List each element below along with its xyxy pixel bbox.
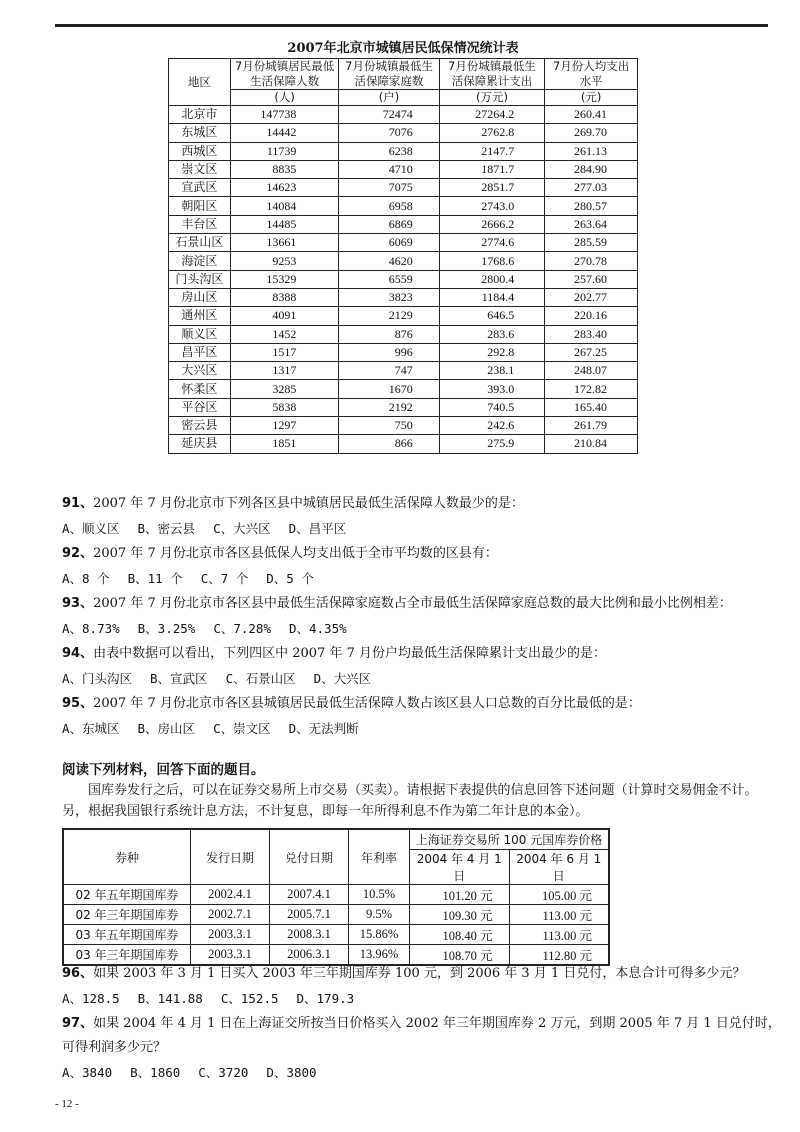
value-cell: 284.90 (545, 160, 638, 178)
question-number: 96、 (62, 966, 94, 981)
answer-option: B、11 个 (127, 571, 183, 586)
table-row (169, 307, 638, 325)
answer-option: C、3720 (198, 1065, 249, 1080)
question-text: 由表中数据可以看出，下列四区中 2007 年 7 月份户均最低生活保障累计支出最少的是： (93, 646, 606, 661)
reading-section (62, 760, 782, 822)
unit-households: (户) (339, 90, 439, 106)
region-cell: 宣武区 (169, 179, 231, 197)
table-title: 2007年北京市城镇居民低保情况统计表 (287, 41, 519, 56)
value-cell: 292.8 (439, 343, 545, 361)
option-row (62, 616, 782, 642)
question-number: 92、 (62, 546, 94, 561)
answer-option: D、无法判断 (288, 721, 359, 736)
col-header-date2: 2004 年 6 月 1 日 (509, 850, 609, 885)
table-row (169, 435, 638, 453)
question-text: 2007 年 7 月份北京市各区县城镇居民最低生活保障人数占该区县人口总数的百分比最低的是： (93, 696, 641, 711)
value-cell: 105.00 元 (509, 885, 609, 905)
col-header-rate: 年利率 (349, 829, 410, 885)
treasury-bond-table (62, 828, 610, 966)
value-cell: 5838 (230, 398, 339, 416)
value-cell: 108.70 元 (410, 945, 510, 966)
question-stem (62, 692, 782, 716)
value-cell: 747 (339, 362, 439, 380)
value-cell: 2003.3.1 (191, 945, 270, 966)
table-row (169, 343, 638, 361)
question-text: 如果 2004 年 4 月 1 日在上海证交所按当日价格买入 2002 年三年期国库券 2 万元，到期 2005 年 7 月 1 日兑付时，可得利润多少元？ (62, 1016, 781, 1055)
option-row (62, 516, 782, 542)
answer-option: A、顺义区 (62, 521, 120, 536)
value-cell: 14623 (230, 179, 339, 197)
answer-option: C、石景山区 (225, 671, 296, 686)
col-header-date1: 2004 年 4 月 1 日 (410, 850, 510, 885)
bond-name-cell: 02 年三年期国库券 (63, 905, 191, 925)
questions-group-b (62, 962, 782, 1086)
value-cell: 202.77 (545, 288, 638, 306)
value-cell: 275.9 (439, 435, 545, 453)
table-row (169, 362, 638, 380)
value-cell: 15.86% (349, 925, 410, 945)
top-rule (55, 24, 768, 27)
value-cell: 261.79 (545, 417, 638, 435)
value-cell: 6238 (339, 142, 439, 160)
answer-option: A、8 个 (62, 571, 110, 586)
value-cell: 267.25 (545, 343, 638, 361)
answer-option: C、7 个 (200, 571, 249, 586)
answer-option: B、房山区 (137, 721, 196, 736)
table-row (169, 106, 638, 124)
value-cell: 261.13 (545, 142, 638, 160)
table-row (63, 925, 609, 945)
region-cell: 密云县 (169, 417, 231, 435)
table-row (169, 160, 638, 178)
region-cell: 丰台区 (169, 215, 231, 233)
col-header-region: 地区 (169, 59, 231, 106)
value-cell: 1517 (230, 343, 339, 361)
unit-expenditure: (万元) (439, 90, 545, 106)
answer-option: B、密云县 (137, 521, 196, 536)
unit-people: (人) (230, 90, 339, 106)
value-cell: 242.6 (439, 417, 545, 435)
answer-option: C、大兴区 (213, 521, 271, 536)
question-number: 93、 (62, 596, 94, 611)
value-cell: 2192 (339, 398, 439, 416)
value-cell: 172.82 (545, 380, 638, 398)
option-row (62, 986, 782, 1012)
value-cell: 147738 (230, 106, 339, 124)
value-cell: 4091 (230, 307, 339, 325)
value-cell: 248.07 (545, 362, 638, 380)
table-row (63, 885, 609, 905)
value-cell: 260.41 (545, 106, 638, 124)
region-cell: 顺义区 (169, 325, 231, 343)
col-header-households: 7月份城镇最低生活保障家庭数 (339, 59, 439, 90)
value-cell: 1871.7 (439, 160, 545, 178)
value-cell: 646.5 (439, 307, 545, 325)
value-cell: 1851 (230, 435, 339, 453)
value-cell: 2007.4.1 (270, 885, 349, 905)
question-text: 2007 年 7 月份北京市各区县中最低生活保障家庭数占全市最低生活保障家庭总数的最大比例和最小比例相差： (93, 596, 732, 611)
value-cell: 27264.2 (439, 106, 545, 124)
value-cell: 283.6 (439, 325, 545, 343)
intro-paragraph: 国库券发行之后，可以在证券交易所上市交易（买卖）。请根据下表提供的信息回答下述问题（计算时交易佣金不计。另，根据我国银行系统计息方法，不计复息，即每一年所得利息不作为第二年计息的本金）。 (62, 783, 758, 819)
value-cell: 238.1 (439, 362, 545, 380)
value-cell: 876 (339, 325, 439, 343)
value-cell: 2003.3.1 (191, 925, 270, 945)
region-cell: 昌平区 (169, 343, 231, 361)
value-cell: 3285 (230, 380, 339, 398)
questions-group-a (62, 492, 782, 742)
answer-option: D、3800 (266, 1065, 317, 1080)
table-row (169, 380, 638, 398)
value-cell: 8835 (230, 160, 339, 178)
value-cell: 740.5 (439, 398, 545, 416)
value-cell: 2800.4 (439, 270, 545, 288)
table-row (169, 270, 638, 288)
answer-option: D、昌平区 (288, 521, 347, 536)
value-cell: 14442 (230, 124, 339, 142)
value-cell: 269.70 (545, 124, 638, 142)
value-cell: 4710 (339, 160, 439, 178)
table-row (169, 197, 638, 215)
value-cell: 6958 (339, 197, 439, 215)
value-cell: 2774.6 (439, 234, 545, 252)
value-cell: 15329 (230, 270, 339, 288)
value-cell: 220.16 (545, 307, 638, 325)
value-cell: 280.57 (545, 197, 638, 215)
value-cell: 109.30 元 (410, 905, 510, 925)
option-row (62, 1060, 782, 1086)
answer-option: C、152.5 (220, 991, 279, 1006)
value-cell: 2002.4.1 (191, 885, 270, 905)
question-text: 如果 2003 年 3 月 1 日买入 2003 年三年期国库券 100 元，到 2006 年 3 月 1 日兑付，本息合计可得多少元？ (93, 966, 746, 981)
value-cell: 285.59 (545, 234, 638, 252)
col-header-price-group: 上海证券交易所 100 元国库券价格 (410, 829, 610, 850)
value-cell: 2005.7.1 (270, 905, 349, 925)
option-row (62, 566, 782, 592)
value-cell: 996 (339, 343, 439, 361)
bond-name-cell: 03 年五年期国库券 (63, 925, 191, 945)
section-heading: 阅读下列材料，回答下面的题目。 (62, 762, 265, 778)
value-cell: 2851.7 (439, 179, 545, 197)
region-cell: 西城区 (169, 142, 231, 160)
table-row (169, 417, 638, 435)
page-number: - 12 - (55, 1098, 79, 1110)
col-header-people: 7月份城镇居民最低生活保障人数 (230, 59, 339, 90)
region-cell: 东城区 (169, 124, 231, 142)
question-stem (62, 492, 782, 516)
value-cell: 2008.3.1 (270, 925, 349, 945)
value-cell: 2002.7.1 (191, 905, 270, 925)
option-row (62, 716, 782, 742)
unit-per-capita: (元) (545, 90, 638, 106)
value-cell: 113.00 元 (509, 925, 609, 945)
answer-option: B、宣武区 (150, 671, 208, 686)
answer-option: D、5 个 (266, 571, 314, 586)
value-cell: 72474 (339, 106, 439, 124)
col-header-expenditure: 7月份城镇最低生活保障累计支出 (439, 59, 545, 90)
bond-name-cell: 03 年三年期国库券 (63, 945, 191, 966)
value-cell: 10.5% (349, 885, 410, 905)
region-cell: 怀柔区 (169, 380, 231, 398)
value-cell: 270.78 (545, 252, 638, 270)
table-row (169, 325, 638, 343)
value-cell: 8388 (230, 288, 339, 306)
region-cell: 延庆县 (169, 435, 231, 453)
value-cell: 2006.3.1 (270, 945, 349, 966)
value-cell: 3823 (339, 288, 439, 306)
region-cell: 平谷区 (169, 398, 231, 416)
answer-option: D、179.3 (296, 991, 355, 1006)
answer-option: A、东城区 (62, 721, 120, 736)
region-cell: 房山区 (169, 288, 231, 306)
value-cell: 2129 (339, 307, 439, 325)
answer-option: D、4.35% (288, 621, 347, 636)
answer-option: A、门头沟区 (62, 671, 133, 686)
value-cell: 14485 (230, 215, 339, 233)
region-cell: 崇文区 (169, 160, 231, 178)
value-cell: 2666.2 (439, 215, 545, 233)
value-cell: 2743.0 (439, 197, 545, 215)
answer-option: A、8.73% (62, 621, 120, 636)
value-cell: 257.60 (545, 270, 638, 288)
value-cell: 11739 (230, 142, 339, 160)
answer-option: C、7.28% (213, 621, 271, 636)
value-cell: 393.0 (439, 380, 545, 398)
bond-name-cell: 02 年五年期国库券 (63, 885, 191, 905)
value-cell: 6869 (339, 215, 439, 233)
value-cell: 1452 (230, 325, 339, 343)
table-row (169, 252, 638, 270)
value-cell: 9.5% (349, 905, 410, 925)
value-cell: 4620 (339, 252, 439, 270)
question-number: 94、 (62, 646, 94, 661)
region-cell: 石景山区 (169, 234, 231, 252)
value-cell: 13.96% (349, 945, 410, 966)
option-row (62, 666, 782, 692)
answer-option: D、大兴区 (313, 671, 372, 686)
table-row (169, 215, 638, 233)
value-cell: 9253 (230, 252, 339, 270)
question-text: 2007 年 7 月份北京市各区县低保人均支出低于全市平均数的区县有： (93, 546, 498, 561)
question-stem (62, 1012, 782, 1060)
value-cell: 113.00 元 (509, 905, 609, 925)
table-row (169, 179, 638, 197)
table-row (63, 905, 609, 925)
question-text: 2007 年 7 月份北京市下列各区县中城镇居民最低生活保障人数最少的是： (93, 496, 524, 511)
value-cell: 277.03 (545, 179, 638, 197)
answer-option: B、3.25% (137, 621, 196, 636)
answer-option: A、3840 (62, 1065, 113, 1080)
question-number: 91、 (62, 496, 94, 511)
value-cell: 1768.6 (439, 252, 545, 270)
question-number: 95、 (62, 696, 94, 711)
region-cell: 通州区 (169, 307, 231, 325)
value-cell: 1670 (339, 380, 439, 398)
col-header-type: 券种 (63, 829, 191, 885)
value-cell: 165.40 (545, 398, 638, 416)
question-stem (62, 592, 782, 616)
answer-option: B、141.88 (137, 991, 203, 1006)
table-row (169, 398, 638, 416)
col-header-per-capita: 7月份人均支出水平 (545, 59, 638, 90)
value-cell: 6559 (339, 270, 439, 288)
table-row (169, 124, 638, 142)
value-cell: 13661 (230, 234, 339, 252)
value-cell: 263.64 (545, 215, 638, 233)
value-cell: 866 (339, 435, 439, 453)
col-header-issue: 发行日期 (191, 829, 270, 885)
value-cell: 101.20 元 (410, 885, 510, 905)
answer-option: B、1860 (130, 1065, 181, 1080)
region-cell: 北京市 (169, 106, 231, 124)
value-cell: 7076 (339, 124, 439, 142)
value-cell: 210.84 (545, 435, 638, 453)
value-cell: 7075 (339, 179, 439, 197)
value-cell: 6069 (339, 234, 439, 252)
table-row (169, 142, 638, 160)
table-row (169, 234, 638, 252)
question-number: 97、 (62, 1016, 94, 1031)
value-cell: 1317 (230, 362, 339, 380)
low-income-table (168, 37, 638, 454)
value-cell: 14084 (230, 197, 339, 215)
value-cell: 108.40 元 (410, 925, 510, 945)
question-stem (62, 542, 782, 566)
value-cell: 1297 (230, 417, 339, 435)
region-cell: 海淀区 (169, 252, 231, 270)
region-cell: 门头沟区 (169, 270, 231, 288)
value-cell: 1184.4 (439, 288, 545, 306)
value-cell: 750 (339, 417, 439, 435)
table-row (169, 288, 638, 306)
question-stem (62, 962, 782, 986)
value-cell: 2147.7 (439, 142, 545, 160)
region-cell: 朝阳区 (169, 197, 231, 215)
answer-option: A、128.5 (62, 991, 120, 1006)
col-header-redeem: 兑付日期 (270, 829, 349, 885)
value-cell: 283.40 (545, 325, 638, 343)
region-cell: 大兴区 (169, 362, 231, 380)
value-cell: 112.80 元 (509, 945, 609, 966)
answer-option: C、崇文区 (213, 721, 271, 736)
question-stem (62, 642, 782, 666)
value-cell: 2762.8 (439, 124, 545, 142)
